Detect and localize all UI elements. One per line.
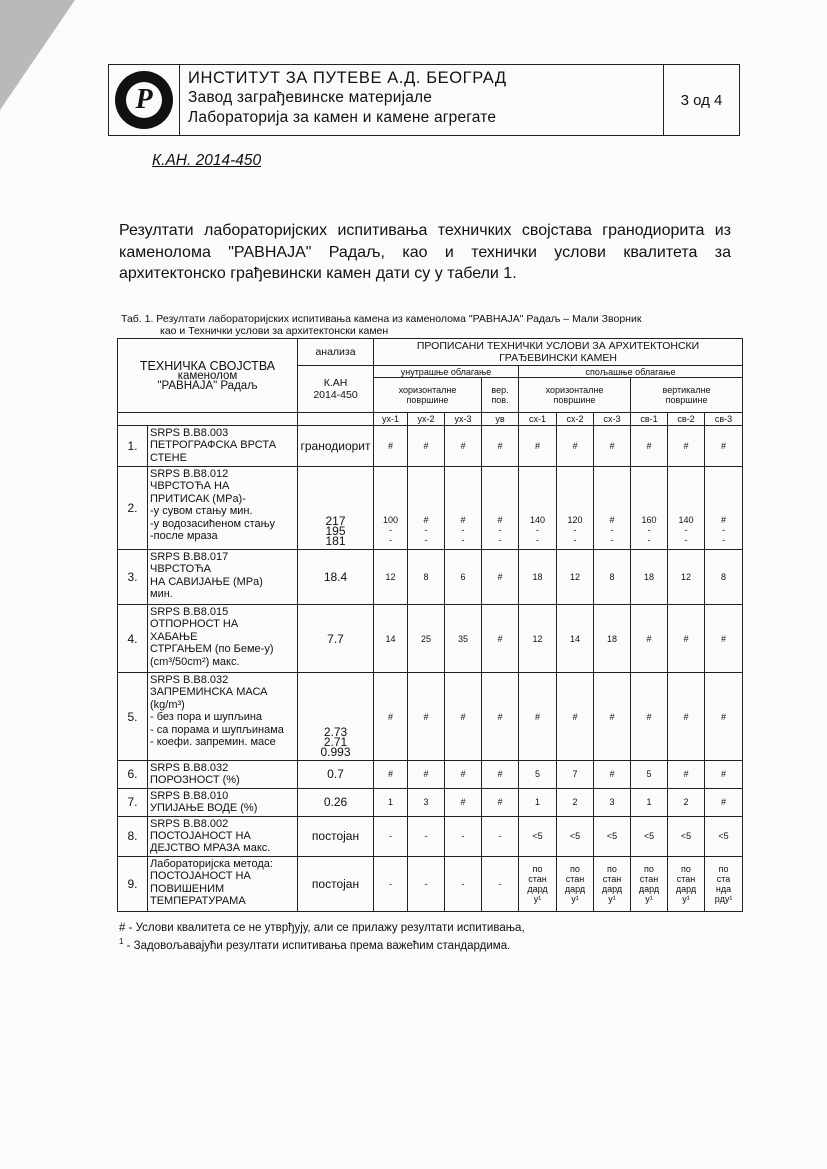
condition-value: - — [408, 856, 445, 911]
condition-value: - — [445, 856, 482, 911]
interior-horiz-header: хоризонталне површине — [374, 378, 482, 413]
condition-value: 140 - - — [668, 467, 705, 550]
page-corner-shadow — [0, 0, 75, 110]
property-line: - без пора и шупљина — [150, 711, 263, 724]
table-row — [118, 467, 743, 550]
condition-value: # — [668, 761, 705, 789]
condition-value: # — [482, 761, 519, 789]
table-row — [118, 426, 743, 467]
institute-logo: P — [115, 71, 173, 129]
interior-header: унутрашње облагање — [374, 366, 519, 378]
condition-value: - — [374, 816, 408, 856]
condition-value: 7 — [557, 761, 594, 789]
property-line: ТЕМПЕРАТУРАМА — [150, 895, 246, 908]
condition-value: # — [668, 673, 705, 761]
property-cell — [148, 426, 298, 467]
property-line: -у сувом стању мин. — [150, 505, 253, 518]
condition-value: <5 — [668, 816, 705, 856]
condition-value: # — [519, 673, 557, 761]
exterior-horiz-header: хоризонталне површине — [519, 378, 631, 413]
condition-value: # — [705, 426, 743, 467]
row-number: 1. — [118, 426, 148, 467]
condition-value: # — [482, 550, 519, 605]
property-line: ЧВРСТОЋА НА — [150, 480, 230, 493]
condition-value: 2 — [557, 788, 594, 816]
condition-value: # — [445, 761, 482, 789]
condition-value: # — [705, 605, 743, 673]
condition-value: 100 - - — [374, 467, 408, 550]
condition-value: # — [668, 605, 705, 673]
property-line: ОТПОРНОСТ НА — [150, 618, 239, 631]
property-line: ПОСТОЈАНОСТ НА — [150, 870, 251, 883]
property-line: (kg/m³) — [150, 698, 185, 711]
analysis-value: гранодиорит — [298, 426, 374, 467]
condition-value: # — [557, 426, 594, 467]
condition-value: # — [482, 426, 519, 467]
condition-value: 35 — [445, 605, 482, 673]
analysis-value: 7.7 — [298, 605, 374, 673]
condition-value: 6 — [445, 550, 482, 605]
property-line: SRPS B.B8.032 — [150, 762, 229, 774]
property-cell — [148, 673, 298, 761]
caption-line-1: Таб. 1. Резултати лабораторијских испитивања камена из каменолома "РАВНАЈА" Радаљ – Мали Зворник — [121, 313, 642, 325]
property-line: ПОРОЗНОСТ (%) — [150, 774, 240, 787]
property-line: -у водозасићеном стању — [150, 517, 276, 530]
footnote-hash: # - Услови квалитета се не утврђују, али се прилажу резултати испитивања, — [119, 922, 525, 934]
property-line: ПОСТОЈАНОСТ НА — [150, 830, 251, 843]
condition-value: 14 — [374, 605, 408, 673]
row-number: 5. — [118, 673, 148, 761]
prescribed-header: ПРОПИСАНИ ТЕХНИЧКИ УСЛОВИ ЗА АРХИТЕКТОНСКИ ГРАЂЕВИНСКИ КАМЕН — [374, 339, 743, 366]
property-header: ТЕХНИЧКА СВОЈСТВА каменолом "РАВНАЈА" Радаљ — [118, 339, 298, 413]
lab-name: Лабораторија за камен и камене агрегате — [188, 109, 497, 126]
condition-value: 25 — [408, 605, 445, 673]
analysis-value: 0.26 — [298, 788, 374, 816]
document-id: К.АН. 2014-450 — [152, 152, 262, 169]
page-number: 3 од 4 — [680, 91, 723, 109]
condition-value: по стан дард у¹ — [519, 856, 557, 911]
property-line: SRPS B.B8.002 — [150, 817, 229, 830]
condition-value: - — [482, 816, 519, 856]
condition-value: <5 — [594, 816, 631, 856]
row-number: 6. — [118, 761, 148, 789]
column-code: сх-1 — [519, 413, 557, 426]
condition-value: по ста нда рду¹ — [705, 856, 743, 911]
condition-value: # — [631, 605, 668, 673]
intro-paragraph: Резултати лабораторијских испитивања техничких својстава гранодиорита из каменолома "РАВНАЈА" Радаљ, као и технички услови квалитета за архитектонско грађевински камен дати су у табели 1. — [119, 222, 731, 282]
column-code: ух-1 — [374, 413, 408, 426]
condition-value: по стан дард у¹ — [668, 856, 705, 911]
results-table — [117, 338, 743, 912]
condition-value: 12 — [668, 550, 705, 605]
condition-value: 140 - - — [519, 467, 557, 550]
footnotes — [119, 921, 525, 953]
column-code: ув — [482, 413, 519, 426]
condition-value: - — [408, 816, 445, 856]
condition-value: # — [408, 426, 445, 467]
analysis-value: постојан — [298, 816, 374, 856]
letterhead — [108, 64, 740, 136]
table-row — [118, 605, 743, 673]
row-number: 2. — [118, 467, 148, 550]
table-row — [118, 673, 743, 761]
interior-vert-header: вер. пов. — [482, 378, 519, 413]
property-line: SRPS B.B8.012 — [150, 468, 229, 480]
condition-value: # — [668, 426, 705, 467]
condition-value: # — [557, 673, 594, 761]
column-code: сх-3 — [594, 413, 631, 426]
condition-value: 1 — [519, 788, 557, 816]
condition-value: # — [482, 788, 519, 816]
column-code: сх-2 — [557, 413, 594, 426]
logo-cell — [109, 65, 180, 135]
property-line: ДЕЈСТВО МРАЗА макс. — [150, 842, 271, 855]
table-row — [118, 816, 743, 856]
property-line: СТЕНЕ — [150, 451, 187, 464]
condition-value: 1 — [374, 788, 408, 816]
condition-value: <5 — [519, 816, 557, 856]
condition-value: # - - — [408, 467, 445, 550]
property-line: - коефи. запремин. масе — [150, 736, 276, 749]
condition-value: по стан дард у¹ — [594, 856, 631, 911]
condition-value: 12 — [519, 605, 557, 673]
letterhead-text — [180, 65, 664, 135]
condition-value: # — [374, 673, 408, 761]
condition-value: 120 - - — [557, 467, 594, 550]
condition-value: 5 — [519, 761, 557, 789]
property-line: ПРИТИСАК (MPa)- — [150, 492, 246, 505]
row-number: 8. — [118, 816, 148, 856]
column-code: ух-2 — [408, 413, 445, 426]
table-row — [118, 856, 743, 911]
condition-value: 5 — [631, 761, 668, 789]
condition-value: по стан дард у¹ — [557, 856, 594, 911]
condition-value: # — [374, 761, 408, 789]
condition-value: # - - — [445, 467, 482, 550]
property-cell — [148, 788, 298, 816]
condition-value: # — [594, 761, 631, 789]
table-caption — [121, 313, 741, 337]
condition-value: # — [705, 673, 743, 761]
analysis-value: 0.7 — [298, 761, 374, 789]
property-cell — [148, 550, 298, 605]
row-number: 4. — [118, 605, 148, 673]
department-name: Завод заграђевинске материјале — [188, 89, 433, 106]
condition-value: # - - — [594, 467, 631, 550]
property-line: SRPS B.B8.003 — [150, 427, 229, 439]
condition-value: # — [408, 761, 445, 789]
property-line: SRPS B.B8.032 — [150, 674, 229, 686]
row-number: 7. — [118, 788, 148, 816]
condition-value: 8 — [408, 550, 445, 605]
property-line: ЗАПРЕМИНСКА МАСА — [150, 686, 268, 699]
condition-value: # — [594, 426, 631, 467]
condition-value: 3 — [408, 788, 445, 816]
property-cell — [148, 856, 298, 911]
row-number: 3. — [118, 550, 148, 605]
analysis-value: 18.4 — [298, 550, 374, 605]
condition-value: # — [705, 761, 743, 789]
column-code: ух-3 — [445, 413, 482, 426]
exterior-vert-header: вертикалне површине — [631, 378, 743, 413]
property-line: -после мраза — [150, 530, 218, 543]
row-number: 9. — [118, 856, 148, 911]
condition-value: # - - — [482, 467, 519, 550]
condition-value: 1 — [631, 788, 668, 816]
property-line: SRPS B.B8.015 — [150, 606, 229, 618]
property-line: ПЕТРОГРАФСКА ВРСТА — [150, 439, 277, 452]
property-line: ХАБАЊЕ — [150, 630, 198, 643]
property-line: ПОВИШЕНИМ — [150, 882, 225, 895]
condition-value: <5 — [705, 816, 743, 856]
condition-value: 3 — [594, 788, 631, 816]
condition-value: 12 — [557, 550, 594, 605]
analysis-id: К.АН 2014-450 — [298, 366, 374, 413]
property-cell — [148, 605, 298, 673]
caption-line-2: као и Технички услови за архитектонски камен — [160, 325, 389, 337]
condition-value: # — [594, 673, 631, 761]
condition-value: # — [482, 605, 519, 673]
analysis-value: постојан — [298, 856, 374, 911]
condition-value: # — [705, 788, 743, 816]
condition-value: 18 — [631, 550, 668, 605]
condition-value: # — [519, 426, 557, 467]
table-row — [118, 550, 743, 605]
property-line: НА САВИЈАЊЕ (MPa) — [150, 575, 263, 588]
condition-value: # — [631, 426, 668, 467]
column-codes-row — [118, 413, 743, 426]
column-code: св-2 — [668, 413, 705, 426]
institute-name: ИНСТИТУТ ЗА ПУТЕВЕ А.Д. БЕОГРАД — [188, 69, 507, 87]
property-line: SRPS B.B8.017 — [150, 551, 229, 563]
condition-value: 12 — [374, 550, 408, 605]
column-code: св-3 — [705, 413, 743, 426]
condition-value: # — [445, 426, 482, 467]
footnote-one: $^1$ - Задовољавајући резултати испитивања према важећим стандардима. — [119, 937, 511, 952]
condition-value: 8 — [705, 550, 743, 605]
condition-value: - — [482, 856, 519, 911]
condition-value: - — [374, 856, 408, 911]
condition-value: # — [445, 788, 482, 816]
condition-value: 18 — [594, 605, 631, 673]
condition-value: # - - — [705, 467, 743, 550]
analysis-value: 217 195 181 — [298, 467, 374, 550]
property-line: (cm³/50cm²) макс. — [150, 655, 240, 668]
condition-value: - — [445, 816, 482, 856]
condition-value: <5 — [557, 816, 594, 856]
analysis-header: анализа — [298, 339, 374, 366]
condition-value: 2 — [668, 788, 705, 816]
condition-value: # — [374, 426, 408, 467]
property-line: ЧВРСТОЋА — [150, 563, 211, 576]
property-line: Лабораторијска метода: — [150, 857, 273, 870]
analysis-value: 2.73 2.71 0.993 — [298, 673, 374, 761]
table-row — [118, 788, 743, 816]
condition-value: 160 - - — [631, 467, 668, 550]
property-line: SRPS B.B8.010 — [150, 789, 229, 802]
property-line: УПИЈАЊЕ ВОДЕ (%) — [150, 802, 258, 815]
condition-value: # — [631, 673, 668, 761]
property-cell — [148, 761, 298, 789]
condition-value: # — [408, 673, 445, 761]
exterior-header: спољашње облагање — [519, 366, 743, 378]
property-line: СТРГАЊЕМ (по Беме-у) — [150, 643, 274, 656]
condition-value: # — [445, 673, 482, 761]
condition-value: 8 — [594, 550, 631, 605]
property-cell — [148, 467, 298, 550]
condition-value: 14 — [557, 605, 594, 673]
condition-value: по стан дард у¹ — [631, 856, 668, 911]
property-line: - са порама и шупљинама — [150, 723, 284, 736]
table-row — [118, 761, 743, 789]
column-code: св-1 — [631, 413, 668, 426]
property-line: мин. — [150, 588, 173, 601]
condition-value: # — [482, 673, 519, 761]
condition-value: 18 — [519, 550, 557, 605]
condition-value: <5 — [631, 816, 668, 856]
property-cell — [148, 816, 298, 856]
